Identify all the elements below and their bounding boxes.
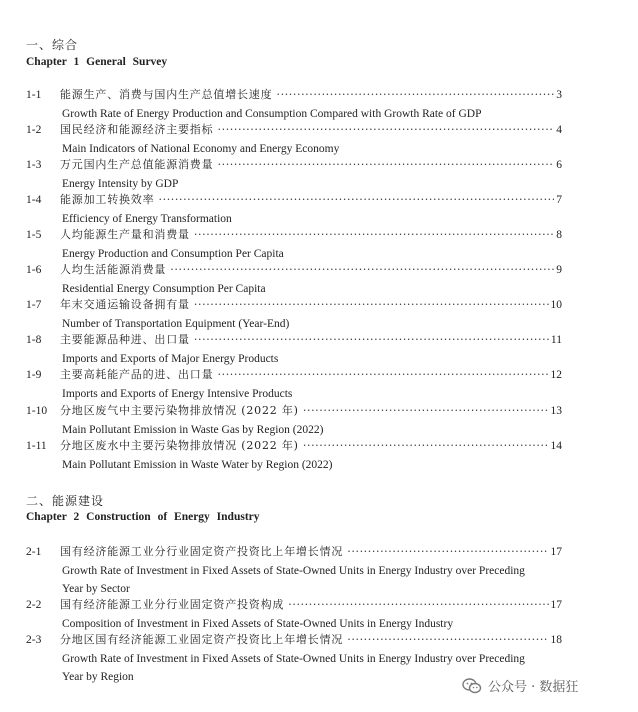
entry-number: 1-9: [26, 369, 42, 381]
entry-number: 1-10: [26, 405, 48, 417]
entry-title-cn: 万元国内生产总值能源消费量 ·····: [60, 157, 560, 173]
entry-title-cn: 主要高耗能产品的进、出口量 ·····: [60, 367, 560, 383]
entry-title-en: Number of Transportation Equipment (Year-End): [62, 318, 290, 330]
chapter-1-title-cn: 一、综合: [26, 38, 79, 52]
entry-page-number: 17: [550, 546, 562, 558]
entry-title-en: Residential Energy Consumption Per Capita: [62, 283, 266, 295]
wechat-icon: [462, 678, 482, 694]
entry-number: 1-11: [26, 440, 47, 452]
entry-title-en: Imports and Exports of Energy Intensive Products: [62, 388, 293, 400]
entry-page-number: 9: [556, 264, 562, 276]
entry-number: 1-3: [26, 159, 42, 171]
entry-number: 2-1: [26, 546, 42, 558]
entry-page-number: 17: [550, 599, 562, 611]
entry-title-en: Growth Rate of Investment in Fixed Assets of State-Owned Units in Energy Industry over Preceding Year by Sector: [62, 565, 525, 595]
entry-title-en: Composition of Investment in Fixed Assets of State-Owned Units in Energy Industry: [62, 618, 454, 630]
entry-number: 2-2: [26, 599, 42, 611]
entry-title-en: Efficiency of Energy Transformation: [62, 213, 232, 225]
entry-title-en: Main Indicators of National Economy and Energy Economy: [62, 143, 340, 155]
entry-number: 1-4: [26, 194, 42, 206]
entry-page-number: 18: [550, 634, 562, 646]
entry-number: 2-3: [26, 634, 42, 646]
entry-title-cn: 人均生活能源消费量 ·····: [60, 262, 560, 278]
entry-title-cn: 主要能源品种进、出口量 ·····: [60, 332, 560, 348]
entry-title-cn: 国民经济和能源经济主要指标 ·····: [60, 122, 560, 138]
entry-page-number: 4: [556, 124, 562, 136]
entry-number: 1-5: [26, 229, 42, 241]
entry-page-number: 10: [550, 299, 562, 311]
entry-page-number: 12: [550, 369, 562, 381]
toc-entry[interactable]: [0, 544, 638, 595]
entry-title-en: Energy Production and Consumption Per Capita: [62, 248, 284, 260]
chapter-2-title-en: Chapter 2 Construction of Energy Industry: [26, 511, 260, 523]
entry-number: 1-2: [26, 124, 42, 136]
wechat-watermark: [462, 676, 578, 695]
entry-page-number: 3: [556, 89, 562, 101]
entry-number: 1-7: [26, 299, 42, 311]
chapter-1-title-en: Chapter 1 General Survey: [26, 56, 168, 68]
entry-title-en: Growth Rate of Energy Production and Consumption Compared with Growth Rate of GDP: [62, 108, 482, 120]
entry-number: 1-1: [26, 89, 42, 101]
entry-title-en: Imports and Exports of Major Energy Products: [62, 353, 279, 365]
entry-title-cn: 能源生产、消费与国内生产总值增长速度 ·····: [60, 87, 560, 103]
entry-title-cn: 能源加工转换效率 ·····: [60, 192, 560, 208]
entry-title-cn: 人均能源生产量和消费量 ·····: [60, 227, 560, 243]
watermark-text: 公众号 · 数据狂: [488, 680, 579, 695]
entry-page-number: 6: [556, 159, 562, 171]
entry-title-en: Main Pollutant Emission in Waste Water by Region (2022): [62, 459, 333, 471]
entry-page-number: 8: [556, 229, 562, 241]
entry-page-number: 7: [556, 194, 562, 206]
entry-page-number: 14: [550, 440, 562, 452]
entry-title-cn: 国有经济能源工业分行业固定资产投资构成 ·····: [60, 597, 560, 613]
toc-entry[interactable]: [0, 438, 638, 482]
entry-title-en: Energy Intensity by GDP: [62, 178, 179, 190]
entry-title-en: Growth Rate of Investment in Fixed Assets of State-Owned Units in Energy Industry over Preceding Year by Region: [62, 653, 525, 683]
entry-page-number: 13: [550, 405, 562, 417]
entry-title-cn: 年末交通运输设备拥有量 ·····: [60, 297, 560, 313]
entry-title-en: Main Pollutant Emission in Waste Gas by Region (2022): [62, 424, 324, 436]
entry-page-number: 11: [550, 334, 562, 346]
entry-title-cn: 分地区废水中主要污染物排放情况 (2022 年) ·····: [60, 438, 560, 454]
entry-number: 1-6: [26, 264, 42, 276]
chapter-2-title-cn: 二、能源建设: [26, 494, 105, 508]
entry-number: 1-8: [26, 334, 42, 346]
toc-entry[interactable]: [0, 632, 638, 683]
entry-title-cn: 分地区国有经济能源工业固定资产投资比上年增长情况 ·····: [60, 632, 560, 648]
entry-title-cn: 国有经济能源工业分行业固定资产投资比上年增长情况 ·····: [60, 544, 560, 560]
entry-title-cn: 分地区废气中主要污染物排放情况 (2022 年) ·····: [60, 403, 560, 419]
